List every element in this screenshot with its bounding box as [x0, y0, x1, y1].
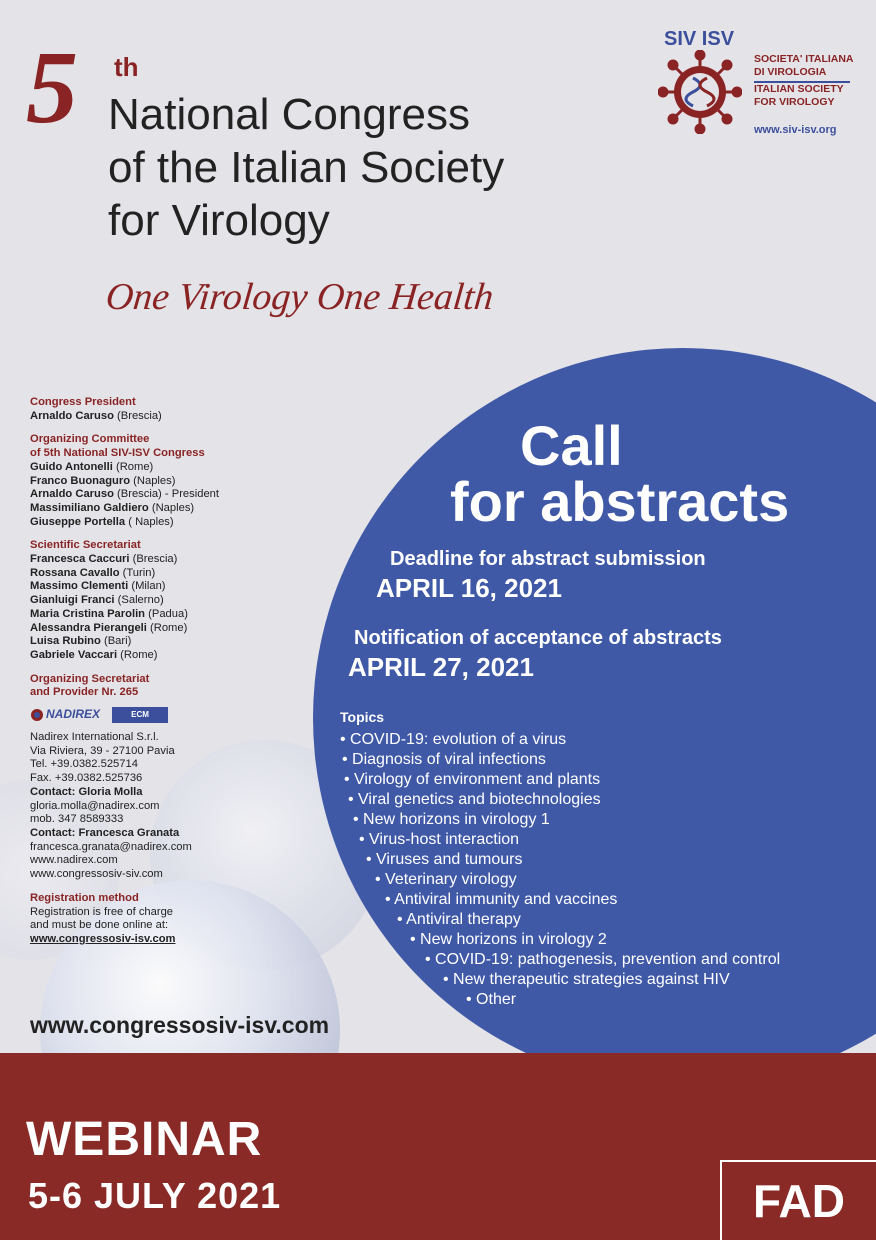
company-name: Nadirex International S.r.l.: [30, 731, 159, 744]
title-line: Call: [520, 414, 623, 477]
tagline: One Virology One Health: [103, 276, 496, 318]
title-line: for abstracts: [450, 470, 790, 533]
section-heading: Scientific Secretariat: [30, 539, 141, 552]
person-name: Massimo Clementi: [30, 580, 129, 593]
topic-item: • Viral genetics and biotechnologies: [348, 791, 601, 808]
ecm-logo: ECM: [112, 707, 168, 723]
call-for-abstracts-title: [450, 414, 790, 533]
congress-title: [108, 88, 504, 247]
section-heading: Registration method: [30, 891, 139, 904]
topic-item: • Antiviral therapy: [397, 911, 521, 928]
society-url[interactable]: www.siv-isv.org: [754, 124, 837, 136]
person-name: Maria Cristina Parolin: [30, 607, 146, 620]
person-place: (Bari): [100, 635, 132, 648]
globe-icon: [30, 708, 44, 722]
company-address: Via Riviera, 39 - 27100 Pavia: [30, 744, 175, 757]
title-line: for Virology: [108, 196, 330, 245]
logo-text-line: ITALIAN SOCIETY: [754, 83, 844, 95]
registration-text: Registration is free of charge: [30, 905, 174, 918]
notification-date: APRIL 27, 2021: [348, 652, 534, 682]
scientific-secretariat-section: [30, 539, 320, 662]
contact-email[interactable]: gloria.molla@nadirex.com: [30, 799, 160, 812]
contact-name: Contact: Francesca Granata: [30, 826, 180, 839]
congress-website[interactable]: www.congressosiv-isv.com: [30, 1012, 330, 1038]
section-heading: Organizing Secretariat: [30, 672, 150, 685]
person-place: (Salerno): [114, 594, 164, 607]
deadline-date: APRIL 16, 2021: [376, 573, 562, 603]
person-name: Arnaldo Caruso: [30, 488, 114, 501]
person-place: (Turin): [119, 566, 156, 579]
deadline-label: Deadline for abstract submission: [390, 548, 706, 570]
contact-name: Contact: Gloria Molla: [30, 785, 143, 798]
logo-abbreviation: SIV ISV: [664, 28, 735, 50]
topic-item: • Virus-host interaction: [359, 831, 520, 848]
edition-ordinal: th: [114, 52, 139, 82]
edition-number: 5: [26, 30, 78, 145]
president-section: [30, 396, 320, 423]
person-place: (Brescia) - President: [113, 488, 219, 501]
logo-text-line: DI VIROLOGIA: [754, 66, 827, 78]
topic-item: • Virology of environment and plants: [344, 771, 601, 788]
virus-icon: [658, 50, 742, 134]
fad-badge: FAD: [720, 1160, 876, 1240]
person-name: Francesca Caccuri: [30, 553, 130, 566]
person-place: (Naples): [130, 474, 176, 487]
person-name: Alessandra Pierangeli: [30, 621, 147, 634]
person-place: (Brescia): [113, 409, 162, 422]
provider-logos: [30, 702, 320, 728]
section-heading: and Provider Nr. 265: [30, 686, 139, 699]
website-link[interactable]: www.congressosiv-siv.com: [30, 868, 163, 881]
topic-item: • Veterinary virology: [375, 871, 517, 888]
notification-label: Notification of acceptance of abstracts: [354, 627, 722, 649]
organizing-committee-section: [30, 433, 320, 529]
title-line: of the Italian Society: [108, 143, 505, 192]
topic-item: • New therapeutic strategies against HIV: [443, 971, 730, 988]
person-place: ( Naples): [125, 515, 174, 528]
section-heading: of 5th National SIV-ISV Congress: [30, 447, 205, 460]
organizing-secretariat-section: [30, 673, 320, 882]
topic-item: • Antiviral immunity and vaccines: [385, 891, 618, 908]
topics-heading: Topics: [340, 709, 385, 725]
mobile-number: mob. 347 8589333: [30, 813, 124, 826]
topic-item: • Diagnosis of viral infections: [342, 751, 546, 768]
person-name: Arnaldo Caruso: [30, 409, 114, 422]
fax-number: Fax. +39.0382.525736: [30, 772, 143, 785]
logo-italian-name: [754, 53, 854, 79]
logo-text-line: SOCIETA' ITALIANA: [754, 53, 854, 65]
registration-link[interactable]: www.congressosiv-isv.com: [30, 932, 176, 945]
committee-column: [30, 396, 320, 957]
person-place: (Brescia): [129, 553, 178, 566]
nadirex-logo-text: NADIREX: [46, 707, 101, 722]
person-name: Giuseppe Portella: [30, 515, 126, 528]
logo-text-line: FOR VIROLOGY: [754, 96, 835, 108]
section-heading: Organizing Committee: [30, 433, 150, 446]
person-name: Massimiliano Galdiero: [30, 501, 149, 514]
person-name: Luisa Rubino: [30, 635, 101, 648]
topic-item: • New horizons in virology 1: [353, 811, 550, 828]
person-name: Rossana Cavallo: [30, 566, 120, 579]
registration-text: and must be done online at:: [30, 919, 169, 932]
website-link[interactable]: www.nadirex.com: [30, 854, 118, 867]
person-name: Gabriele Vaccari: [30, 648, 118, 661]
logo-english-name: [754, 83, 844, 109]
event-dates: 5-6 JULY 2021: [28, 1175, 282, 1216]
contact-email[interactable]: francesca.granata@nadirex.com: [30, 840, 192, 853]
person-place: (Rome): [117, 648, 158, 661]
webinar-label: WEBINAR: [26, 1113, 263, 1166]
person-place: (Rome): [112, 460, 154, 473]
registration-section: [30, 892, 320, 947]
title-line: National Congress: [108, 90, 470, 139]
person-name: Gianluigi Franci: [30, 594, 115, 607]
topic-item: • Viruses and tumours: [366, 851, 523, 868]
nadirex-logo: [30, 708, 100, 722]
person-place: (Rome): [146, 621, 188, 634]
phone-number: Tel. +39.0382.525714: [30, 758, 138, 771]
siv-isv-logo: [658, 28, 858, 148]
person-name: Franco Buonaguro: [30, 474, 131, 487]
person-place: (Milan): [128, 580, 166, 593]
topic-item: • COVID-19: evolution of a virus: [340, 731, 567, 748]
section-heading: Congress President: [30, 396, 136, 408]
person-name: Guido Antonelli: [30, 460, 113, 473]
topic-item: • New horizons in virology 2: [410, 931, 607, 948]
topic-item: • Other: [466, 991, 517, 1008]
topic-item: • COVID-19: pathogenesis, prevention and control: [425, 951, 781, 968]
person-place: (Padua): [145, 607, 188, 620]
person-place: (Naples): [148, 501, 195, 514]
